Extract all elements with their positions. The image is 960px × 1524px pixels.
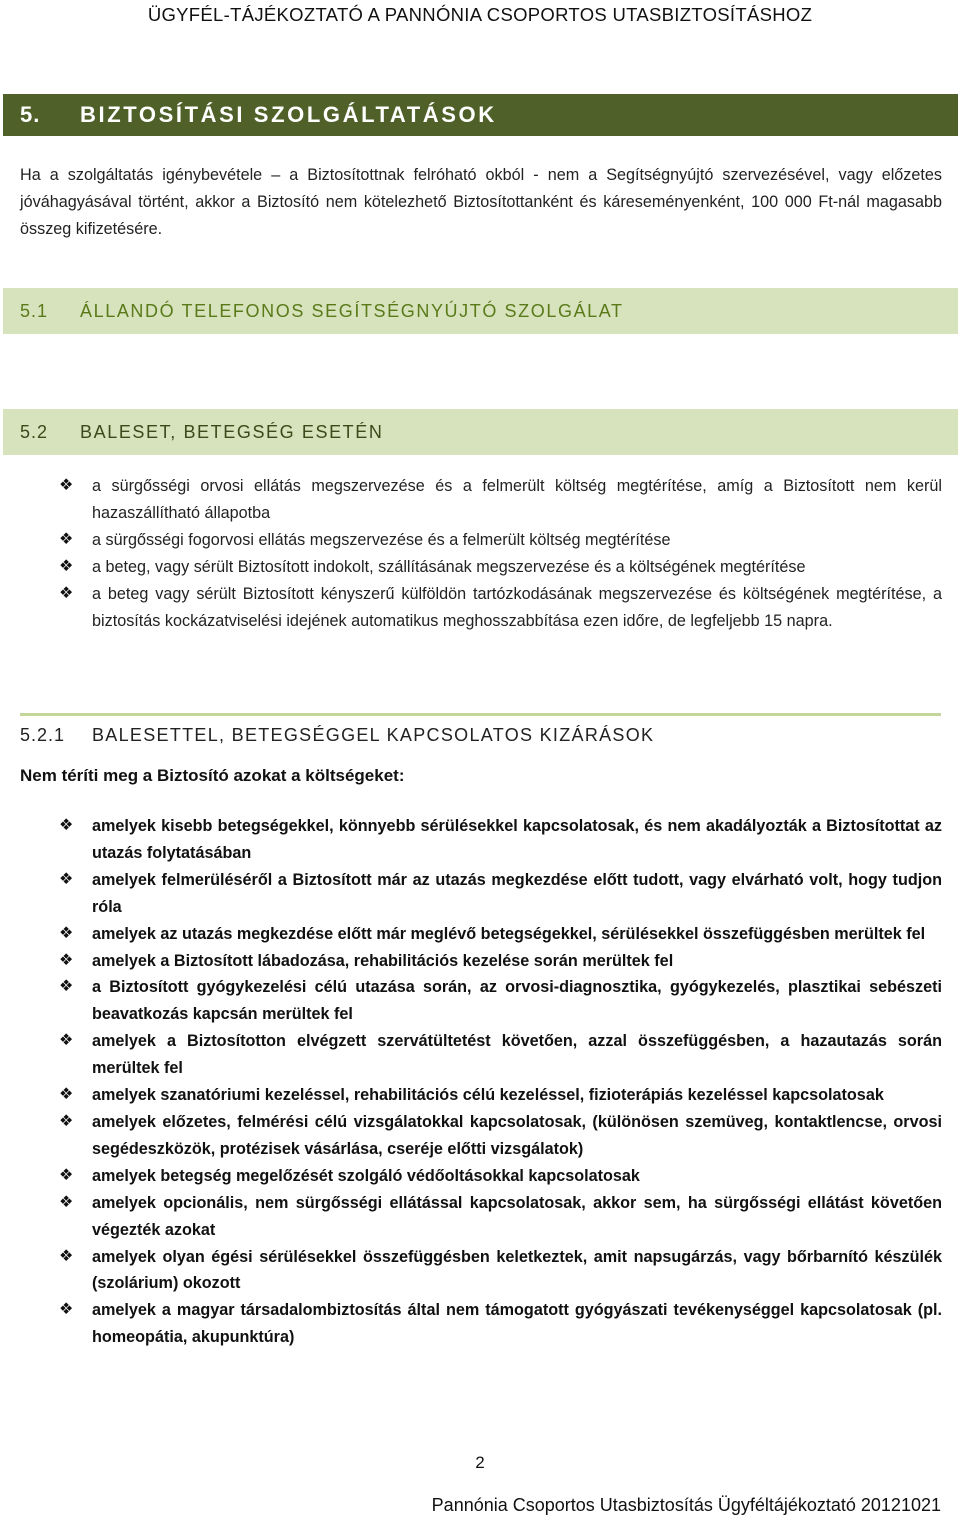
page-number: 2 xyxy=(475,1453,485,1472)
list-item-text: amelyek olyan égési sérülésekkel összefüggésben keletkeztek, amit napsugárzás, vagy bőrbarnító készülék (szolárium) okozott xyxy=(92,1247,942,1293)
bullet-icon: ❖ xyxy=(59,924,74,942)
subsubsection-title: BALESETTEL, BETEGSÉGGEL KAPCSOLATOS KIZÁRÁSOK xyxy=(92,725,655,745)
list-item xyxy=(20,1244,942,1298)
intro-paragraph: Ha a szolgáltatás igénybevétele – a Biztosítottnak felróható okból - nem a Segítségnyújtó szervezésével, vagy előzetes jóváhagyásával történt, akkor a Biztosító nem kötelezhető Biztosítottanként és káreseményenként, 100 000 Ft-nál magasabb összeg kifizetésére. xyxy=(20,166,942,238)
list-item xyxy=(20,813,942,867)
bullet-icon: ❖ xyxy=(59,951,74,969)
running-header: ÜGYFÉL-TÁJÉKOZTATÓ A PANNÓNIA CSOPORTOS UTASBIZTOSÍTÁSHOZ xyxy=(147,4,813,25)
list-item xyxy=(20,974,942,1028)
section-heading-5-1 xyxy=(3,288,958,334)
bullet-icon: ❖ xyxy=(59,1247,74,1265)
bullet-icon: ❖ xyxy=(59,1166,74,1184)
bullet-icon: ❖ xyxy=(59,1112,74,1130)
page-footer: Pannónia Csoportos Utasbiztosítás Ügyféltájékoztató 20121021 xyxy=(431,1495,941,1515)
bullet-icon: ❖ xyxy=(59,978,74,996)
bullet-icon: ❖ xyxy=(59,817,74,834)
list-item-text: amelyek a magyar társadalombiztosítás által nem támogatott gyógyászati tevékenységgel kapcsolatosak (pl. homeopátia, akupunktúra) xyxy=(92,1301,942,1347)
subsection-title: ÁLLANDÓ TELEFONOS SEGÍTSÉGNYÚJTÓ SZOLGÁLAT xyxy=(80,300,624,321)
list-item-text: a beteg, vagy sérült Biztosított indokolt, szállításának megszervezése és a költségének megtérítése xyxy=(92,557,806,576)
bullet-icon: ❖ xyxy=(59,1193,74,1211)
bullet-icon: ❖ xyxy=(59,1086,74,1104)
list-item-text: amelyek kisebb betegségekkel, könnyebb sérülésekkel kapcsolatosak, és nem akadályozták a Biztosítottat az utazás folytatásában xyxy=(92,817,942,862)
bullet-icon: ❖ xyxy=(59,530,74,548)
list-item xyxy=(20,1190,942,1244)
section-heading-5 xyxy=(3,94,958,136)
list-item xyxy=(20,921,942,948)
list-item-text: a Biztosított gyógykezelési célú utazása során, az orvosi-diagnosztika, gyógykezelés, plasztikai sebészeti beavatkozás kapcsán merültek fel xyxy=(92,978,942,1024)
bullet-icon: ❖ xyxy=(59,557,74,575)
list-item-text: a sürgősségi fogorvosi ellátás megszervezése és a felmerült költség megtérítése xyxy=(92,530,671,549)
bullet-icon: ❖ xyxy=(59,1032,74,1050)
list-item-text: amelyek szanatóriumi kezeléssel, rehabilitációs célú kezeléssel, fizioterápiás kezeléssel kapcsolatosak xyxy=(92,1086,884,1105)
subsection-number: 5.1 xyxy=(20,300,49,321)
subsection-number: 5.2 xyxy=(20,421,49,442)
list-item xyxy=(20,867,942,921)
list-item xyxy=(20,581,942,635)
list-item-text: amelyek az utazás megkezdése előtt már meglévő betegségekkel, sérülésekkel összefüggésben merültek fel xyxy=(92,924,926,943)
subsection-title: BALESET, BETEGSÉG ESETÉN xyxy=(80,421,384,442)
list-item-text: a beteg vagy sérült Biztosított kényszerű külföldön tartózkodásának megszervezése és költségének megtérítése, a biztosítás kockázatviselési idejének automatikus meghosszabbítása ezen időre, de legfeljebb 15 napra. xyxy=(92,584,942,630)
list-item xyxy=(20,554,942,581)
list-item-text: amelyek a Biztosított lábadozása, rehabilitációs kezelése során merültek fel xyxy=(92,951,674,970)
list-item xyxy=(20,948,942,975)
list-item-text: a sürgősségi orvosi ellátás megszervezése és a felmerült költség megtérítése, amíg a Biztosított nem kerül hazaszállítható állapotba xyxy=(92,477,942,522)
list-item-text: amelyek betegség megelőzését szolgáló védőoltásokkal kapcsolatosak xyxy=(92,1166,640,1185)
exclusions-list xyxy=(20,813,942,1351)
list-item-text: amelyek a Biztosítotton elvégzett szervátültetést követően, azzal összefüggésben, a hazautazás során merültek fel xyxy=(92,1032,942,1078)
list-item xyxy=(20,1163,942,1190)
list-item xyxy=(20,473,942,527)
bullet-icon: ❖ xyxy=(59,477,74,494)
section-number: 5. xyxy=(20,102,41,127)
exclusions-lead: Nem téríti meg a Biztosító azokat a költségeket: xyxy=(20,766,405,785)
list-item-text: amelyek előzetes, felmérési célú vizsgálatokkal kapcsolatosak, (különösen szemüveg, kontaktlencse, orvosi segédeszközök, protézisek vásárlása, cseréje előtti vizsgálatok) xyxy=(92,1112,942,1158)
list-item xyxy=(20,1082,942,1109)
section-title: BIZTOSÍTÁSI SZOLGÁLTATÁSOK xyxy=(80,102,497,127)
bullet-icon: ❖ xyxy=(59,870,74,888)
list-item xyxy=(20,1028,942,1082)
subsubsection-number: 5.2.1 xyxy=(20,725,66,745)
list-item xyxy=(20,527,942,554)
bullet-icon: ❖ xyxy=(59,584,74,602)
list-item xyxy=(20,1297,942,1351)
section-heading-5-2-1 xyxy=(20,713,941,746)
list-item xyxy=(20,1109,942,1163)
services-list xyxy=(20,473,942,634)
list-item-text: amelyek opcionális, nem sürgősségi ellátással kapcsolatosak, akkor sem, ha sürgősségi ellátást követően végezték azokat xyxy=(92,1193,942,1239)
list-item-text: amelyek felmerüléséről a Biztosított már az utazás megkezdése előtt tudott, vagy elvárható volt, hogy tudjon róla xyxy=(92,870,942,916)
section-heading-5-2 xyxy=(3,409,958,455)
bullet-icon: ❖ xyxy=(59,1301,74,1319)
